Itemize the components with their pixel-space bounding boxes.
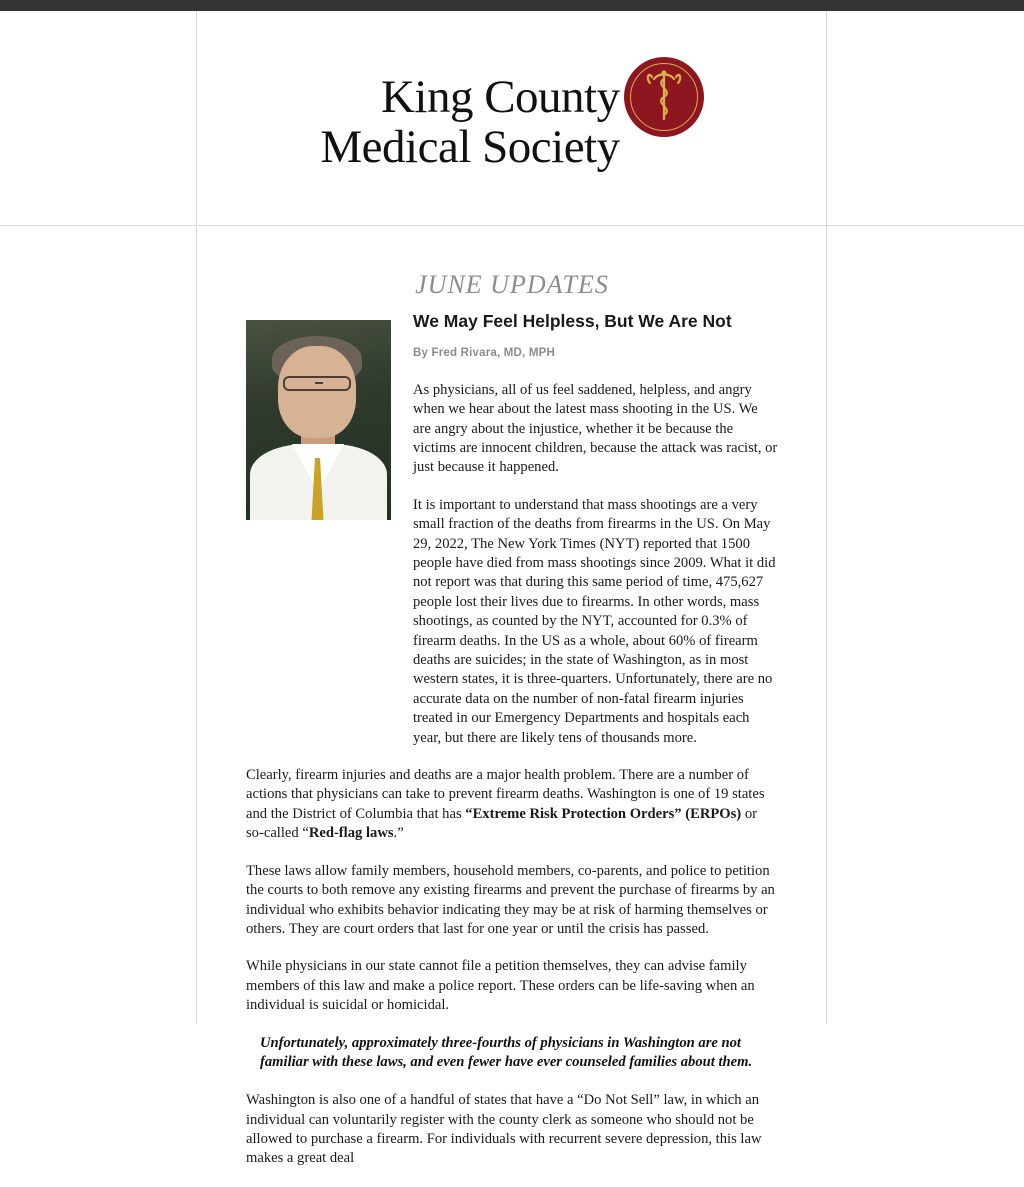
article [198,310,826,1187]
redflag-term: Red-flag laws [308,825,394,842]
article-paragraph-erpo [246,766,778,844]
article-pull-quote: Unfortunately, approximately three-fourths of physicians in Washington are not familiar with these laws, and even fewer have ever counseled families about them. [260,1034,753,1071]
erpo-text-after: .” [393,825,404,842]
erpo-text-middle: or so-called “ [246,805,757,842]
right-gutter-divider [827,225,1024,226]
caduceus-icon [624,57,704,137]
erpo-term: “Extreme Risk Protection Orders” (ERPOs) [465,805,742,822]
erpo-text-before: Clearly, firearm injuries and deaths are a major health problem. There are a number of actions that physicians can take to prevent firearm deaths. Washington is one of 19 states and the District of Columbia that has [246,767,765,822]
logo-line-1: King County [380,71,620,124]
right-gutter [826,11,1024,1024]
logo-wordmark [320,73,619,173]
section-title: JUNE UPDATES [415,270,609,299]
logo[interactable] [320,73,703,173]
masthead [198,11,826,226]
article-byline: By Fred Rivara, MD, MPH [413,346,555,359]
article-paragraph-4: While physicians in our state cannot file a petition themselves, they can advise family members of this law and make a police report. These orders can be life-saving when an individual is suicidal or homicidal. [246,958,755,1014]
logo-line-2: Medical Society [320,121,620,173]
article-paragraph-2: It is important to understand that mass shootings are a very small fraction of the deaths from firearms in the US. On May 29, 2022, The New York Times (NYT) reported that 1500 people have died from mass shootings since 2009. What it did not report was that during this same period of time, 475,627 people lost their lives due to firearms. In other words, mass shootings, as counted by the NYT, accounted for 0.3% of firearm deaths. In the US as a whole, about 60% of firearm deaths are suicides; in the state of Washington, as in most western states, it is three-quarters. Unfortunately, there are no accurate data on the number of non-fatal firearm injuries treated in our Emergency Departments and hospitals each year, but there are likely tens of thousands more. [413,496,776,746]
article-headline: We May Feel Helpless, But We Are Not [413,311,732,331]
article-paragraph-1: As physicians, all of us feel saddened, helpless, and angry when we hear about the latest mass shooting in the US. We are angry about the injustice, whether it be because the victims are innocent children, because the attack was racist, or just because it happened. [413,381,778,476]
author-photo [246,320,391,520]
browser-top-bar [0,0,1024,11]
article-paragraph-5: Washington is also one of a handful of states that have a “Do Not Sell” law, in which an individual can voluntarily register with the county clerk as someone who should not be allowed to purchase a firearm. For individuals with recurrent severe depression, this law makes a great deal [246,1092,762,1167]
newsletter-content [198,11,826,1167]
left-gutter-divider [0,225,196,226]
left-gutter [0,11,197,1024]
article-paragraph-3: These laws allow family members, household members, co-parents, and police to petition the courts to both remove any existing firearms and prevent the purchase of firearms by an individual who exhibits behavior indicating they may be at risk of harming themselves or others. They are court orders that last for one year or until the crisis has passed. [246,862,775,937]
